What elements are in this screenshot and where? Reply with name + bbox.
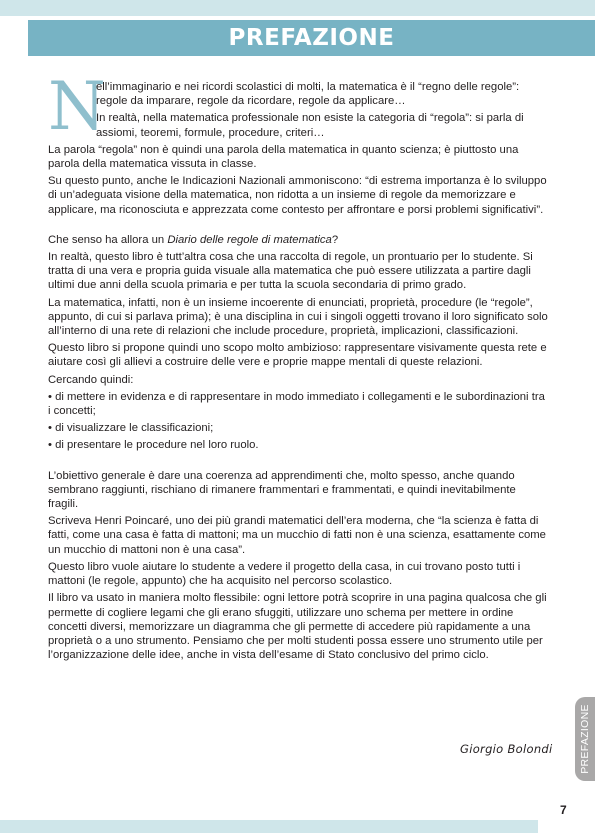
drop-cap: N xyxy=(48,68,106,145)
bullet-item: • di mettere in evidenza e di rappresentare in modo immediato i collegamenti e le subordinazioni tra i concetti; xyxy=(48,390,545,418)
top-color-strip xyxy=(0,0,595,16)
paragraph: In realtà, questo libro è tutt’altra cosa che una raccolta di regole, un prontuario per lo studente. Si tratta di una vera e propria guida visuale alla matematica che può essere utilizzata a partire dagli ultimi due anni della scuola primaria e per tutta la scuola secondaria di primo grado. xyxy=(48,251,533,292)
intro-block xyxy=(48,68,548,145)
paragraph: Scriveva Henri Poincaré, uno dei più grandi matematici dell’era moderna, che “la scienza è fatta di fatti, come una casa è fatta di mattoni; ma un mucchio di fatti non è una scienza, esattamente come un mucchio di mattoni non è una casa”. xyxy=(48,515,546,556)
paragraph: La matematica, infatti, non è un insieme incoerente di enunciati, proprietà, procedure (le “regole”, appunto, di cui si parlava prima); è una disciplina in cui i singoli oggetti trovano il loro significato solo all’interno di una rete di relazioni che include procedure, proprietà, implicazioni, classificazioni. xyxy=(48,296,548,338)
page-number: 7 xyxy=(560,803,567,817)
bottom-color-strip xyxy=(0,820,595,833)
page-title: PREFAZIONE xyxy=(28,20,595,56)
paragraph: Questo libro si propone quindi uno scopo molto ambizioso: rappresentare visivamente questa rete e aiutare così gli allievi a costruire delle vere e proprie mappe mentali di queste relazioni. xyxy=(48,342,547,369)
side-tab-label: PREFAZIONE xyxy=(579,704,591,774)
paragraph: Cercando quindi: xyxy=(48,373,134,386)
bullet-item: • di visualizzare le classificazioni; xyxy=(48,422,214,435)
paragraph: La parola “regola” non è quindi una parola della matematica in quanto scienza; è piuttosto una parola della matematica vissuta in classe. xyxy=(48,143,519,171)
paragraph: Su questo punto, anche le Indicazioni Nazionali ammoniscono: “di estrema importanza è lo sviluppo di un’adeguata visione della matematica, non ridotta a un insieme di regole da memorizzare e applicare, ma riconosciuta e apprezzata come contesto per affrontare e porsi problemi significativi”. xyxy=(48,175,547,216)
preface-text xyxy=(48,68,548,665)
author-signature: Giorgio Bolondi xyxy=(460,742,553,756)
bullet-item: • di presentare le procedure nel loro ruolo. xyxy=(48,439,259,452)
paragraph: L’obiettivo generale è dare una coerenza ad apprendimenti che, molto spesso, anche quando sembrano raggiunti, rischiano di rimanere frammentari e frammentati, e quindi inevitabilmente fragili. xyxy=(48,469,516,511)
paragraph: In realtà, nella matematica professionale non esiste la categoria di “regola”: si parla di assiomi, teoremi, formule, procedure, criteri… xyxy=(96,112,524,139)
paragraph: Questo libro vuole aiutare lo studente a vedere il progetto della casa, in cui trovano posto tutti i mattoni (le regole, appunto) che ha acquisito nel percorso scolastico. xyxy=(48,560,521,588)
paragraph: Il libro va usato in maniera molto flessibile: ogni lettore potrà scoprire in una pagina qualcosa che gli permette di cogliere legami che gli erano sfuggiti, utilizzare uno schema per mettere in ordine concetti diversi, memorizzare un diagramma che gli permette di accedere più rapidamente a una proprietà o a uno strumento. Pensiamo che per molti studenti possa essere uno strumento utile per l’organizzazione delle idee, anche in vista dell’esame di Stato conclusivo del primo ciclo. xyxy=(48,592,547,662)
question-paragraph: Che senso ha allora un Diario delle regole di matematica? xyxy=(48,233,339,246)
paragraph: ell’immaginario e nei ricordi scolastici di molti, la matematica è il “regno delle regole”: regole da imparare, regole da ricordare, regole da applicare… xyxy=(96,81,520,108)
book-title: Diario delle regole di matematica xyxy=(167,233,332,246)
